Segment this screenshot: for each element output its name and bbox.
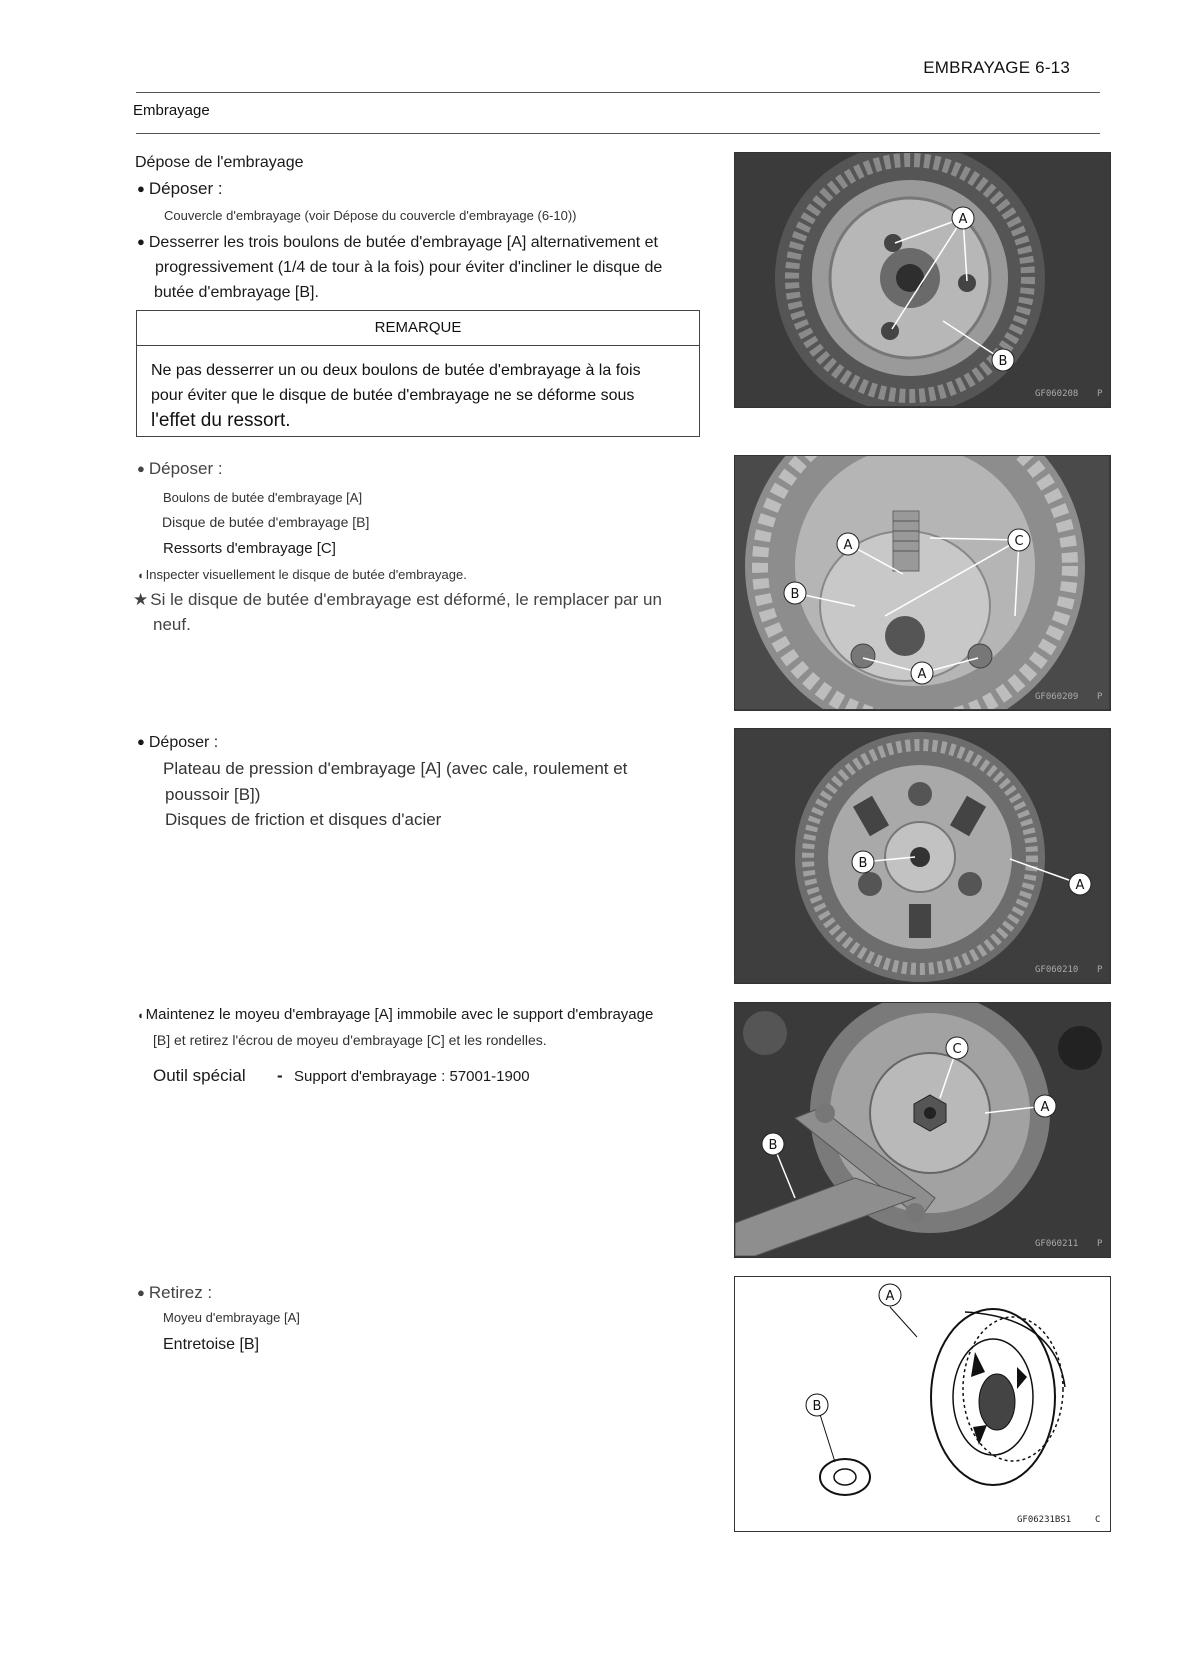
callout-label: A: [843, 538, 853, 553]
step1-label: ● Déposer :: [137, 176, 223, 202]
section-rule: [136, 133, 1100, 134]
step8-item-1: Moyeu d'embrayage [A]: [163, 1310, 300, 1325]
callout-label: A: [958, 212, 968, 227]
figure-suffix: P: [1097, 389, 1103, 399]
figure-clutch-holder: [734, 1002, 1111, 1258]
step2-line2: progressivement (1/4 de tour à la fois) pour éviter d'incliner le disque de: [155, 259, 663, 276]
callout-label: C: [952, 1042, 962, 1057]
figure-clutch-hub-drawing: [734, 1276, 1111, 1532]
callout-label: A: [885, 1289, 895, 1304]
callout-label: A: [917, 667, 927, 682]
step1-item: Couvercle d'embrayage (voir Dépose du couvercle d'embrayage (6-10)): [164, 208, 577, 223]
section-title: Embrayage: [133, 102, 210, 119]
note-body: [137, 346, 699, 434]
callout-label: B: [858, 856, 868, 871]
note-line2: pour éviter que le disque de butée d'embrayage ne se déforme sous: [151, 387, 635, 404]
figure-id: GF060210: [1035, 965, 1079, 975]
tool-label: Outil spécial: [153, 1066, 246, 1085]
step5-line1: ★ Si le disque de butée d'embrayage est déformé, le remplacer par un: [133, 587, 662, 612]
callout-label: B: [768, 1138, 778, 1153]
page-heading: Dépose de l'embrayage: [135, 154, 304, 171]
step6-line3: Disques de friction et disques d'acier: [165, 810, 442, 829]
figure-suffix: P: [1097, 692, 1103, 702]
note-title: REMARQUE: [137, 311, 699, 346]
header-rule: [136, 92, 1100, 93]
step8-item-2: Entretoise [B]: [163, 1336, 260, 1353]
tool-dash: -: [277, 1066, 283, 1085]
step3-item-1: Boulons de butée d'embrayage [A]: [163, 490, 363, 505]
callout-label: B: [998, 354, 1008, 369]
clutch-photo-2: [735, 456, 1109, 709]
note-box: [136, 310, 700, 437]
step8-label: ● Retirez :: [137, 1280, 212, 1306]
clutch-photo-1: [735, 153, 1109, 406]
step4-text: ◖ Inspecter visuellement le disque de butée d'embrayage.: [137, 567, 467, 582]
figure-pressure-plate: [734, 728, 1111, 984]
step3-label: ● Déposer :: [137, 456, 223, 482]
step2-line3: butée d'embrayage [B].: [154, 284, 319, 301]
figure-id: GF060211: [1035, 1239, 1079, 1249]
figure-suffix: C: [1095, 1515, 1101, 1525]
step6-label: ● Déposer :: [137, 730, 218, 755]
figure-id: GF06231BS1: [1017, 1515, 1072, 1525]
callout-label: A: [1075, 878, 1085, 893]
clutch-photo-3: [735, 729, 1109, 982]
step3-item-2: Disque de butée d'embrayage [B]: [162, 514, 370, 530]
figure-suffix: P: [1097, 965, 1103, 975]
note-line3: l'effet du ressort.: [151, 410, 291, 431]
callout-label: C: [1014, 534, 1024, 549]
chapter-title: EMBRAYAGE 6-13: [923, 58, 1070, 77]
step7-line1: ◖ Maintenez le moyeu d'embrayage [A] immobile avec le support d'embrayage: [137, 1006, 654, 1023]
step6-line1: Plateau de pression d'embrayage [A] (avec cale, roulement et: [163, 759, 628, 778]
step7-line2: [B] et retirez l'écrou de moyeu d'embrayage [C] et les rondelles.: [153, 1032, 547, 1048]
note-line1: Ne pas desserrer un ou deux boulons de butée d'embrayage à la fois: [151, 362, 641, 379]
step2-line1: ● Desserrer les trois boulons de butée d'embrayage [A] alternativement et: [137, 230, 658, 255]
clutch-photo-4: [735, 1003, 1109, 1256]
figure-id: GF060209: [1035, 692, 1079, 702]
callout-label: A: [1040, 1100, 1050, 1115]
figure-clutch-springs: [734, 455, 1111, 711]
figure-suffix: P: [1097, 1239, 1103, 1249]
callout-label: B: [812, 1399, 822, 1414]
tool-value: Support d'embrayage : 57001-1900: [294, 1068, 530, 1085]
callout-label: B: [790, 587, 800, 602]
figure-id: GF060208: [1035, 389, 1079, 399]
hub-line-drawing: [735, 1277, 1109, 1530]
step5-line2: neuf.: [153, 615, 191, 634]
figure-clutch-thrust-plate: [734, 152, 1111, 408]
step6-line2: poussoir [B]): [165, 785, 261, 804]
step3-item-3: Ressorts d'embrayage [C]: [163, 540, 336, 557]
